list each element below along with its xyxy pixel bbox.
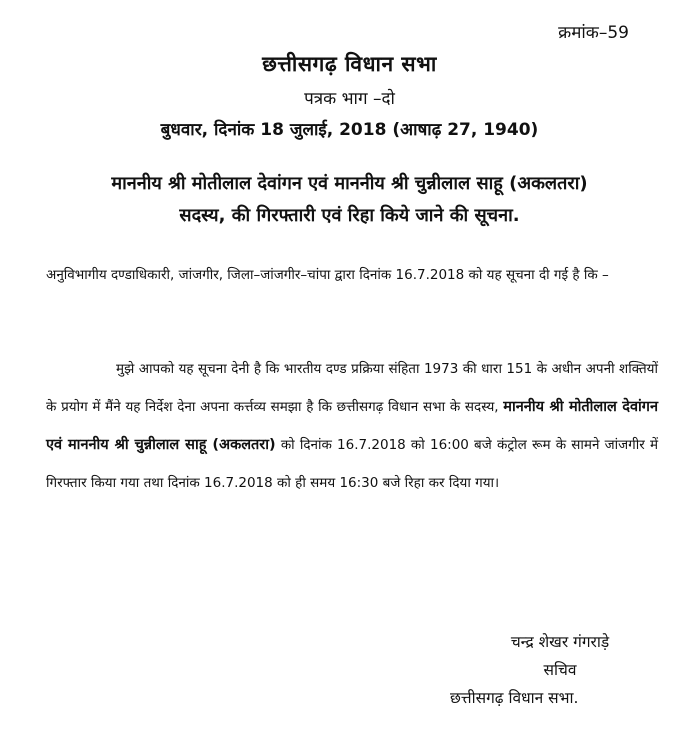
notice-intro-text: मुझे आपको यह सूचना देनी है कि भारतीय दण्ड प्रक्रिया संहिता 1973 की धारा 151 के अधीन अपनी शक्तियों के प्रयोग में मैंने यह निर्देश देना अपना कर्त्तव्य समझा है कि छत्तीसगढ़ विधान सभा के सदस्य, [46, 361, 658, 415]
serial-number: क्रमांक–59 [558, 23, 629, 43]
signatory-name: चन्द्र शेखर गंगराड़े [510, 633, 610, 651]
intro-paragraph: अनुविभागीय दण्डाधिकारी, जांजगीर, जिला–जांजगीर–चांपा द्वारा दिनांक 16.7.2018 को यह सूचना दी गई है कि – [46, 267, 609, 283]
subject-line-2: सदस्य, की गिरफ्तारी एवं रिहा किये जाने की सूचना. [179, 205, 520, 226]
subject-line-1: माननीय श्री मोतीलाल देवांगन एवं माननीय श्री चुन्नीलाल साहू (अकलतरा) [111, 173, 588, 194]
assembly-title: छत्तीसगढ़ विधान सभा [262, 52, 437, 76]
notice-paragraph [46, 350, 658, 502]
member-names: माननीय श्री मोतीलाल देवांगन एवं माननीय श्री चुन्नीलाल साहू (अकलतरा) [46, 399, 658, 453]
signatory-office: छत्तीसगढ़ विधान सभा. [450, 689, 579, 707]
notice-rest-text: को दिनांक 16.7.2018 को 16:00 बजे कंट्रोल रूम के सामने जांजगीर में गिरफ्तार किया गया तथा दिनांक 16.7.2018 को ही समय 16:30 बजे रिहा कर दिया गया। [46, 437, 659, 491]
bulletin-part: पत्रक भाग –दो [304, 89, 395, 109]
document-date: बुधवार, दिनांक 18 जुलाई, 2018 (आषाढ़ 27, 1940) [160, 120, 539, 140]
signatory-designation: सचिव [543, 661, 577, 679]
subject-heading [0, 168, 699, 232]
signature-block [440, 628, 680, 712]
document-header [0, 50, 699, 140]
